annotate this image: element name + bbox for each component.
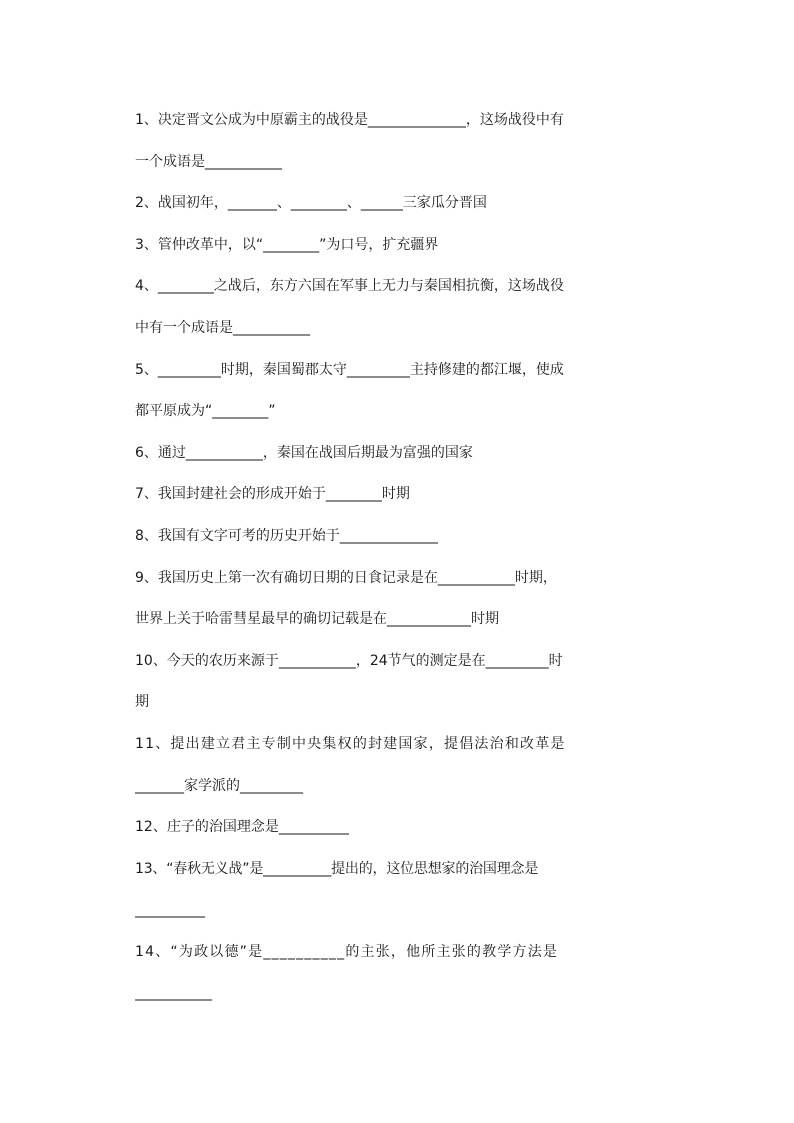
question-11-line-2: _______家学派的_________ (135, 777, 303, 794)
question-6-line-1: 6、通过___________，秦国在战国后期最为富强的国家 (135, 444, 473, 461)
question-9-line-2: 世界上关于哈雷彗星最早的确切记载是在____________时期 (135, 611, 499, 628)
question-10-line-2: 期 (135, 694, 149, 711)
question-10-line-1: 10、今天的农历来源于___________，24节气的测定是在_________时 (135, 652, 563, 669)
question-7-line-1: 7、我国封建社会的形成开始于________时期 (135, 486, 410, 503)
question-1-line-1: 1、决定晋文公成为中原霸主的战役是______________，这场战役中有 (135, 112, 564, 128)
question-2-line-1: 2、战国初年，_______、________、______三家瓜分晋国 (135, 195, 487, 212)
question-4-line-1: 4、________之战后，东方六国在军事上无力与秦国相抗衡，这场战役 (135, 278, 564, 295)
question-3-line-1: 3、管仲改革中，以“________”为口号，扩充疆界 (135, 236, 439, 253)
question-11-line-1: 11、提出建立君主专制中央集权的封建国家，提倡法治和改革是 (135, 735, 566, 752)
question-14-line-1: 14、“为政以德”是__________的主张，他所主张的教学方法是 (135, 943, 559, 960)
question-4-line-2: 中有一个成语是___________ (135, 319, 310, 336)
question-5-line-2: 都平原成为“________” (135, 403, 276, 420)
question-13-line-1: 13、“春秋无义战”是__________提出的，这位思想家的治国理念是 (135, 860, 539, 877)
question-list (135, 100, 665, 1015)
question-9-line-1: 9、我国历史上第一次有确切日期的日食记录是在___________时期， (135, 569, 557, 586)
question-8-line-1: 8、我国有文字可考的历史开始于______________ (135, 527, 438, 544)
question-13-line-2: __________ (135, 902, 205, 919)
question-5-line-1: 5、_________时期，秦国蜀郡太守_________主持修建的都江堰，使成 (135, 361, 564, 378)
question-12-line-1: 12、庄子的治国理念是__________ (135, 819, 349, 836)
question-14-line-2: ___________ (135, 985, 212, 1002)
question-1-line-2: 一个成语是___________ (135, 153, 282, 170)
